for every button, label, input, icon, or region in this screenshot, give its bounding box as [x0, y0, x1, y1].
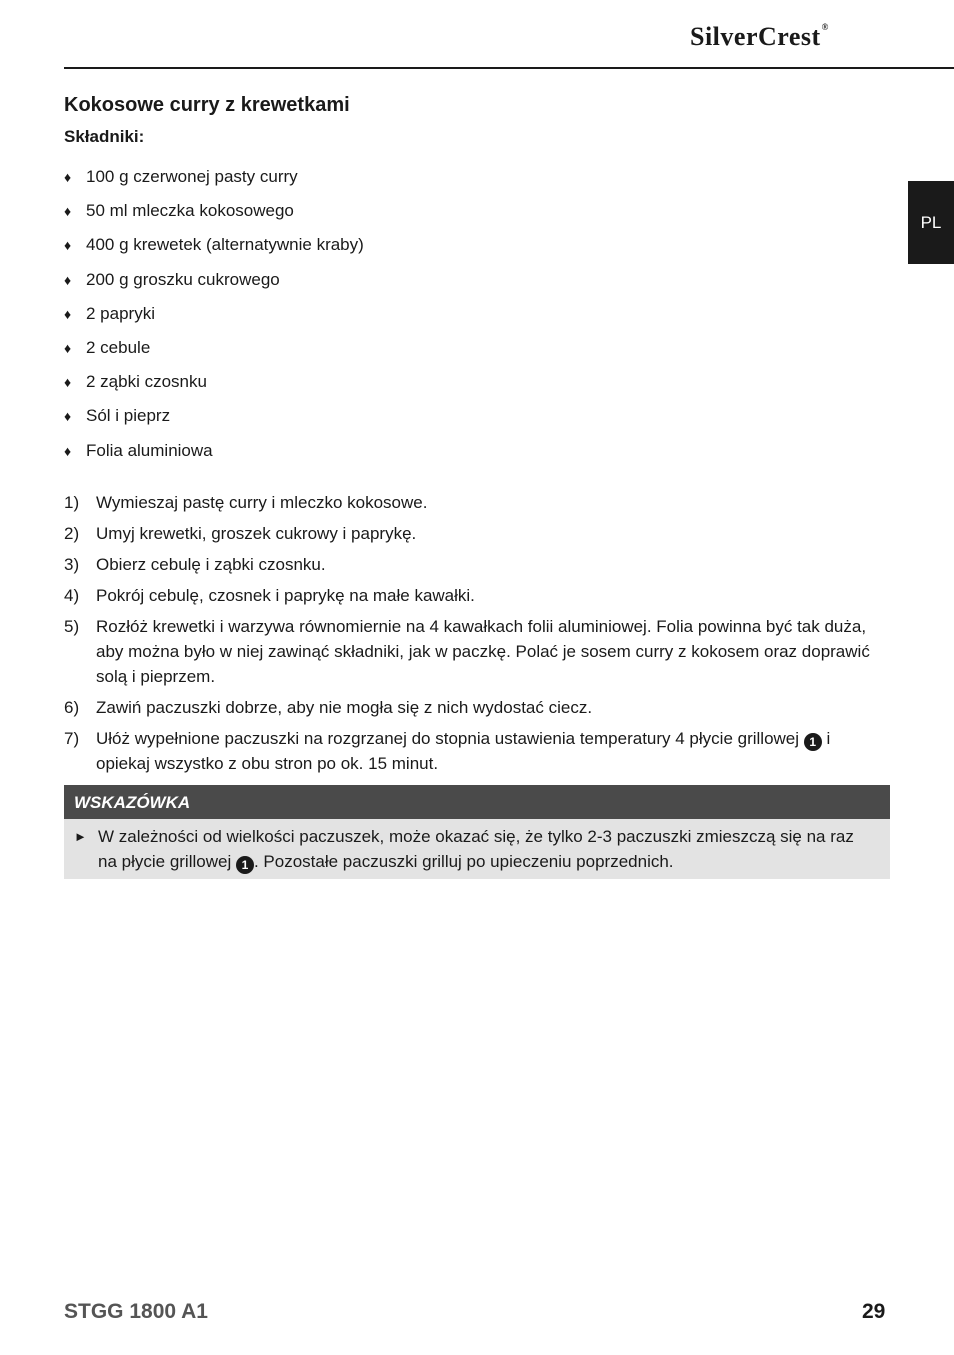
step-item [64, 614, 880, 689]
ingredient-text: 2 cebule [86, 338, 151, 358]
page-number: 29 [862, 1300, 886, 1323]
hint-text-after: . Pozostałe paczuszki grilluj po upieczeniu poprzednich. [253, 852, 674, 871]
step-item [64, 552, 880, 577]
ingredient-item [64, 194, 364, 228]
diamond-bullet-icon: ♦ [64, 408, 72, 425]
ingredient-item [64, 297, 364, 331]
step-text: Rozłóż krewetki i warzywa równomiernie na 4 kawałkach folii aluminiowej. Folia powinna być tak duża, aby można było w niej zawinąć składniki, jak w paczkę. Polać je sosem curry z kokosem oraz doprawić solą i pieprzem. [96, 617, 870, 686]
ingredient-text: 400 g krewetek (alternatywnie kraby) [86, 235, 364, 255]
brand-name: SilverCrest [690, 22, 821, 51]
ingredient-text: 100 g czerwonej pasty curry [86, 167, 298, 187]
diamond-bullet-icon: ♦ [64, 340, 72, 357]
ingredient-text: 200 g groszku cukrowego [86, 269, 280, 289]
ingredient-item [64, 228, 364, 262]
step-text: Umyj krewetki, groszek cukrowy i paprykę. [96, 524, 417, 543]
step-item [64, 521, 880, 546]
language-tab: PL [908, 181, 954, 264]
diamond-bullet-icon: ♦ [64, 374, 72, 391]
hint-box [64, 785, 890, 879]
ingredient-item [64, 365, 364, 399]
part-ref-1-icon: 1 [236, 856, 254, 874]
step-item [64, 490, 880, 515]
step-item [64, 583, 880, 608]
steps-list [64, 490, 880, 782]
recipe-title: Kokosowe curry z krewetkami [64, 94, 350, 116]
step-text-after: i opiekaj wszystko z obu stron po ok. 15 minut. [96, 729, 831, 773]
step-item [64, 695, 880, 720]
ingredients-heading: Składniki: [64, 127, 145, 146]
triangle-right-icon: ► [74, 829, 87, 844]
ingredients-list [64, 160, 364, 468]
diamond-bullet-icon: ♦ [64, 442, 72, 459]
step-text [96, 726, 880, 776]
ingredient-text: 2 ząbki czosnku [86, 372, 207, 392]
step-text: Obierz cebulę i ząbki czosnku. [96, 555, 326, 574]
diamond-bullet-icon: ♦ [64, 271, 72, 288]
brand-logo [690, 22, 829, 52]
ingredient-text: 50 ml mleczka kokosowego [86, 201, 294, 221]
ingredient-text: Folia aluminiowa [86, 440, 213, 460]
diamond-bullet-icon: ♦ [64, 237, 72, 254]
ingredient-item [64, 263, 364, 297]
diamond-bullet-icon: ♦ [64, 305, 72, 322]
ingredient-text: 2 papryki [86, 303, 155, 323]
hint-text [98, 824, 860, 874]
step-number: 1) [64, 493, 80, 512]
step-number: 2) [64, 524, 80, 543]
header-rule [64, 67, 954, 69]
model-number: STGG 1800 A1 [64, 1300, 208, 1323]
ingredient-item [64, 399, 364, 433]
step-number: 5) [64, 617, 80, 636]
part-ref-1-icon: 1 [804, 733, 822, 751]
diamond-bullet-icon: ♦ [64, 203, 72, 220]
ingredient-item [64, 160, 364, 194]
step-number: 4) [64, 586, 80, 605]
hint-title: WSKAZÓWKA [64, 785, 890, 819]
step-number: 3) [64, 555, 80, 574]
ingredient-item [64, 434, 364, 468]
registered-mark: ® [821, 22, 829, 32]
diamond-bullet-icon: ♦ [64, 169, 72, 186]
step-text: Pokrój cebulę, czosnek i paprykę na małe kawałki. [96, 586, 475, 605]
step-item [64, 726, 880, 776]
step-text: Wymieszaj pastę curry i mleczko kokosowe. [96, 493, 428, 512]
hint-text-before: W zależności od wielkości paczuszek, może okazać się, że tylko 2-3 paczuszki zmieszczą się na raz na płycie grillowej [98, 827, 854, 871]
step-number: 6) [64, 698, 80, 717]
ingredient-item [64, 331, 364, 365]
step-text: Zawiń paczuszki dobrze, aby nie mogła się z nich wydostać ciecz. [96, 698, 593, 717]
ingredient-text: Sól i pieprz [86, 406, 171, 426]
hint-body [64, 819, 890, 879]
step-number: 7) [64, 729, 80, 748]
step-text-before: Ułóż wypełnione paczuszki na rozgrzanej do stopnia ustawienia temperatury 4 płycie grillowej [96, 729, 804, 748]
